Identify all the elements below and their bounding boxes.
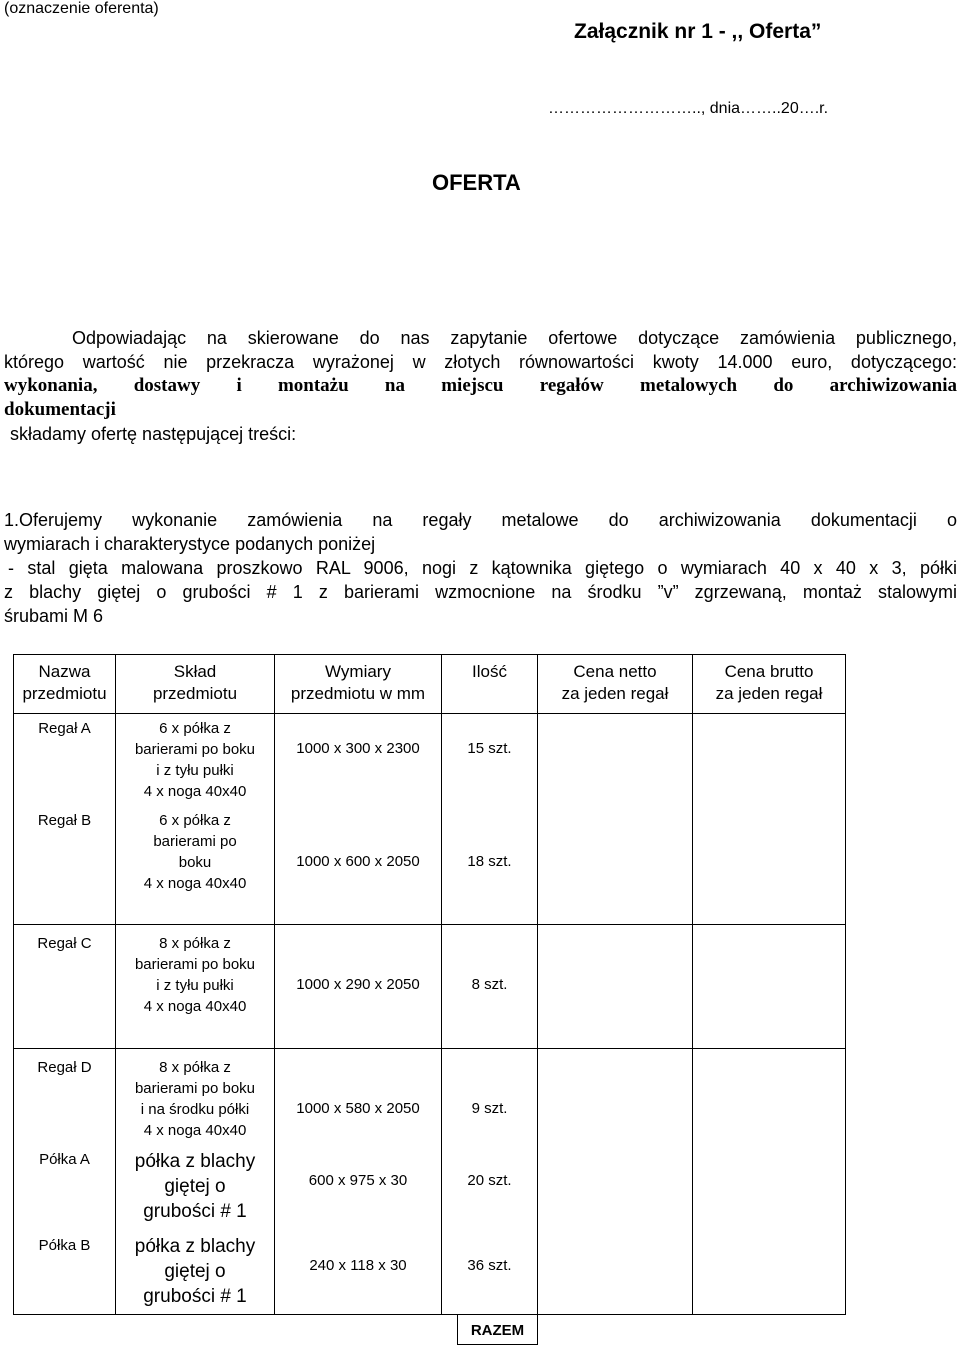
row-name: Regał A: [38, 720, 91, 737]
header-text: Skład: [173, 662, 217, 681]
header-text: Cena netto: [573, 662, 657, 681]
total-label: RAZEM: [470, 1322, 525, 1339]
composition-line: 4 x noga 40x40: [143, 783, 247, 800]
composition-line: barierami po boku: [134, 741, 256, 758]
table-border-right: [845, 654, 846, 1314]
row-composition: [116, 718, 274, 802]
composition-line: 8 x półka z: [159, 1059, 231, 1076]
offer-line: wymiarach i charakterystyce podanych poniżej: [4, 534, 376, 554]
row-divider: [13, 1048, 846, 1049]
header-text: za jeden regał: [561, 684, 669, 703]
composition-line: 4 x noga 40x40: [143, 998, 247, 1015]
composition-line: boku: [178, 854, 212, 871]
subject-line: wykonania, dostawy i montażu na miejscu regałów metalowych do archiwizowania: [4, 375, 957, 396]
offer-line: - stal gięta malowana proszkowo RAL 9006, nogi z kątownika giętego o wymiarach 40 x 40 x 3, półki: [8, 558, 957, 578]
composition-line: 8 x półka z: [159, 935, 231, 952]
header-text: Ilość: [472, 662, 507, 681]
offer-paragraph: [4, 508, 957, 628]
intro-line: którego wartość nie przekracza wyrażonej w złotych równowartości kwoty 14.000 euro, dotyczącego:: [4, 352, 957, 372]
composition-line: giętej o: [164, 1261, 226, 1282]
row-composition: [116, 810, 274, 894]
row-dimensions: 1000 x 290 x 2050: [296, 976, 420, 993]
header-dimensions: [275, 661, 441, 705]
row-divider: [13, 924, 846, 925]
column-divider: [692, 654, 693, 1314]
row-dimensions: 1000 x 580 x 2050: [296, 1100, 420, 1117]
composition-line: grubości # 1: [143, 1201, 247, 1222]
row-dimensions: 600 x 975 x 30: [308, 1172, 408, 1189]
header-text: Cena brutto: [724, 662, 814, 681]
composition-line: i z tyłu pułki: [156, 977, 234, 994]
header-text: za jeden regał: [715, 684, 823, 703]
composition-line: 4 x noga 40x40: [143, 875, 247, 892]
row-composition: [116, 1234, 274, 1309]
composition-line: barierami po boku: [134, 956, 256, 973]
header-text: przedmiotu: [22, 684, 107, 703]
row-name: Półka A: [39, 1151, 90, 1168]
composition-line: barierami po boku: [134, 1080, 256, 1097]
subject-line: dokumentacji: [4, 399, 116, 420]
row-composition: [116, 933, 274, 1017]
header-text: Wymiary: [325, 662, 391, 681]
header-composition: [116, 661, 274, 705]
intro-paragraph: [4, 326, 957, 446]
row-composition: [116, 1057, 274, 1141]
table-border-top: [13, 654, 846, 655]
composition-line: półka z blachy: [134, 1151, 256, 1172]
row-name: Regał B: [37, 812, 92, 829]
row-quantity: 36 szt.: [467, 1257, 512, 1274]
composition-line: półka z blachy: [134, 1236, 256, 1257]
annex-title: Załącznik nr 1 - ,, Oferta”: [574, 20, 822, 43]
row-quantity: 9 szt.: [471, 1100, 508, 1117]
composition-line: giętej o: [164, 1176, 226, 1197]
row-composition: [116, 1149, 274, 1224]
table-header-divider: [13, 713, 846, 714]
page-title: OFERTA: [432, 170, 521, 195]
composition-line: i na środku półki: [140, 1101, 250, 1118]
row-quantity: 20 szt.: [467, 1172, 512, 1189]
row-name: Regał D: [37, 1059, 92, 1076]
header-text: przedmiotu w mm: [290, 684, 426, 703]
composition-line: 6 x półka z: [159, 720, 231, 737]
composition-line: 6 x półka z: [159, 812, 231, 829]
row-dimensions: 1000 x 600 x 2050: [296, 853, 420, 870]
header-name: [14, 661, 115, 705]
composition-line: 4 x noga 40x40: [143, 1122, 247, 1139]
header-gross-price: [693, 661, 845, 705]
offer-line: 1.Oferujemy wykonanie zamówienia na regały metalowe do archiwizowania dokumentacji o: [4, 510, 957, 530]
row-name: Półka B: [38, 1237, 91, 1254]
row-dimensions: 1000 x 300 x 2300: [296, 740, 420, 757]
composition-line: i z tyłu pułki: [156, 762, 234, 779]
row-dimensions: 240 x 118 x 30: [309, 1257, 407, 1274]
header-net-price: [538, 661, 692, 705]
row-quantity: 8 szt.: [471, 976, 508, 993]
row-quantity: 18 szt.: [467, 853, 512, 870]
header-quantity: [442, 661, 537, 683]
date-line: ……………………….., dnia……..20….r.: [548, 100, 829, 117]
header-text: przedmiotu: [152, 684, 238, 703]
bidder-note: (oznaczenie oferenta): [4, 0, 159, 17]
offer-line: z blachy giętej o grubości # 1 z barierami wzmocnione na środku ”v” zgrzewaną, montaż stalowymi: [4, 582, 957, 602]
row-quantity: 15 szt.: [467, 740, 512, 757]
row-name: Regał C: [37, 935, 92, 952]
intro-line: Odpowiadając na skierowane do nas zapytanie ofertowe dotyczące zamówienia publicznego,: [72, 328, 957, 348]
column-divider: [537, 654, 538, 1345]
header-text: Nazwa: [38, 662, 91, 681]
composition-line: barierami po: [153, 833, 237, 850]
intro-line: składamy ofertę następującej treści:: [10, 424, 297, 444]
offer-line: śrubami M 6: [4, 606, 104, 626]
table-border-left: [13, 654, 14, 1314]
row-divider: [13, 1314, 846, 1315]
total-border-bottom: [457, 1344, 538, 1345]
composition-line: grubości # 1: [143, 1286, 247, 1307]
